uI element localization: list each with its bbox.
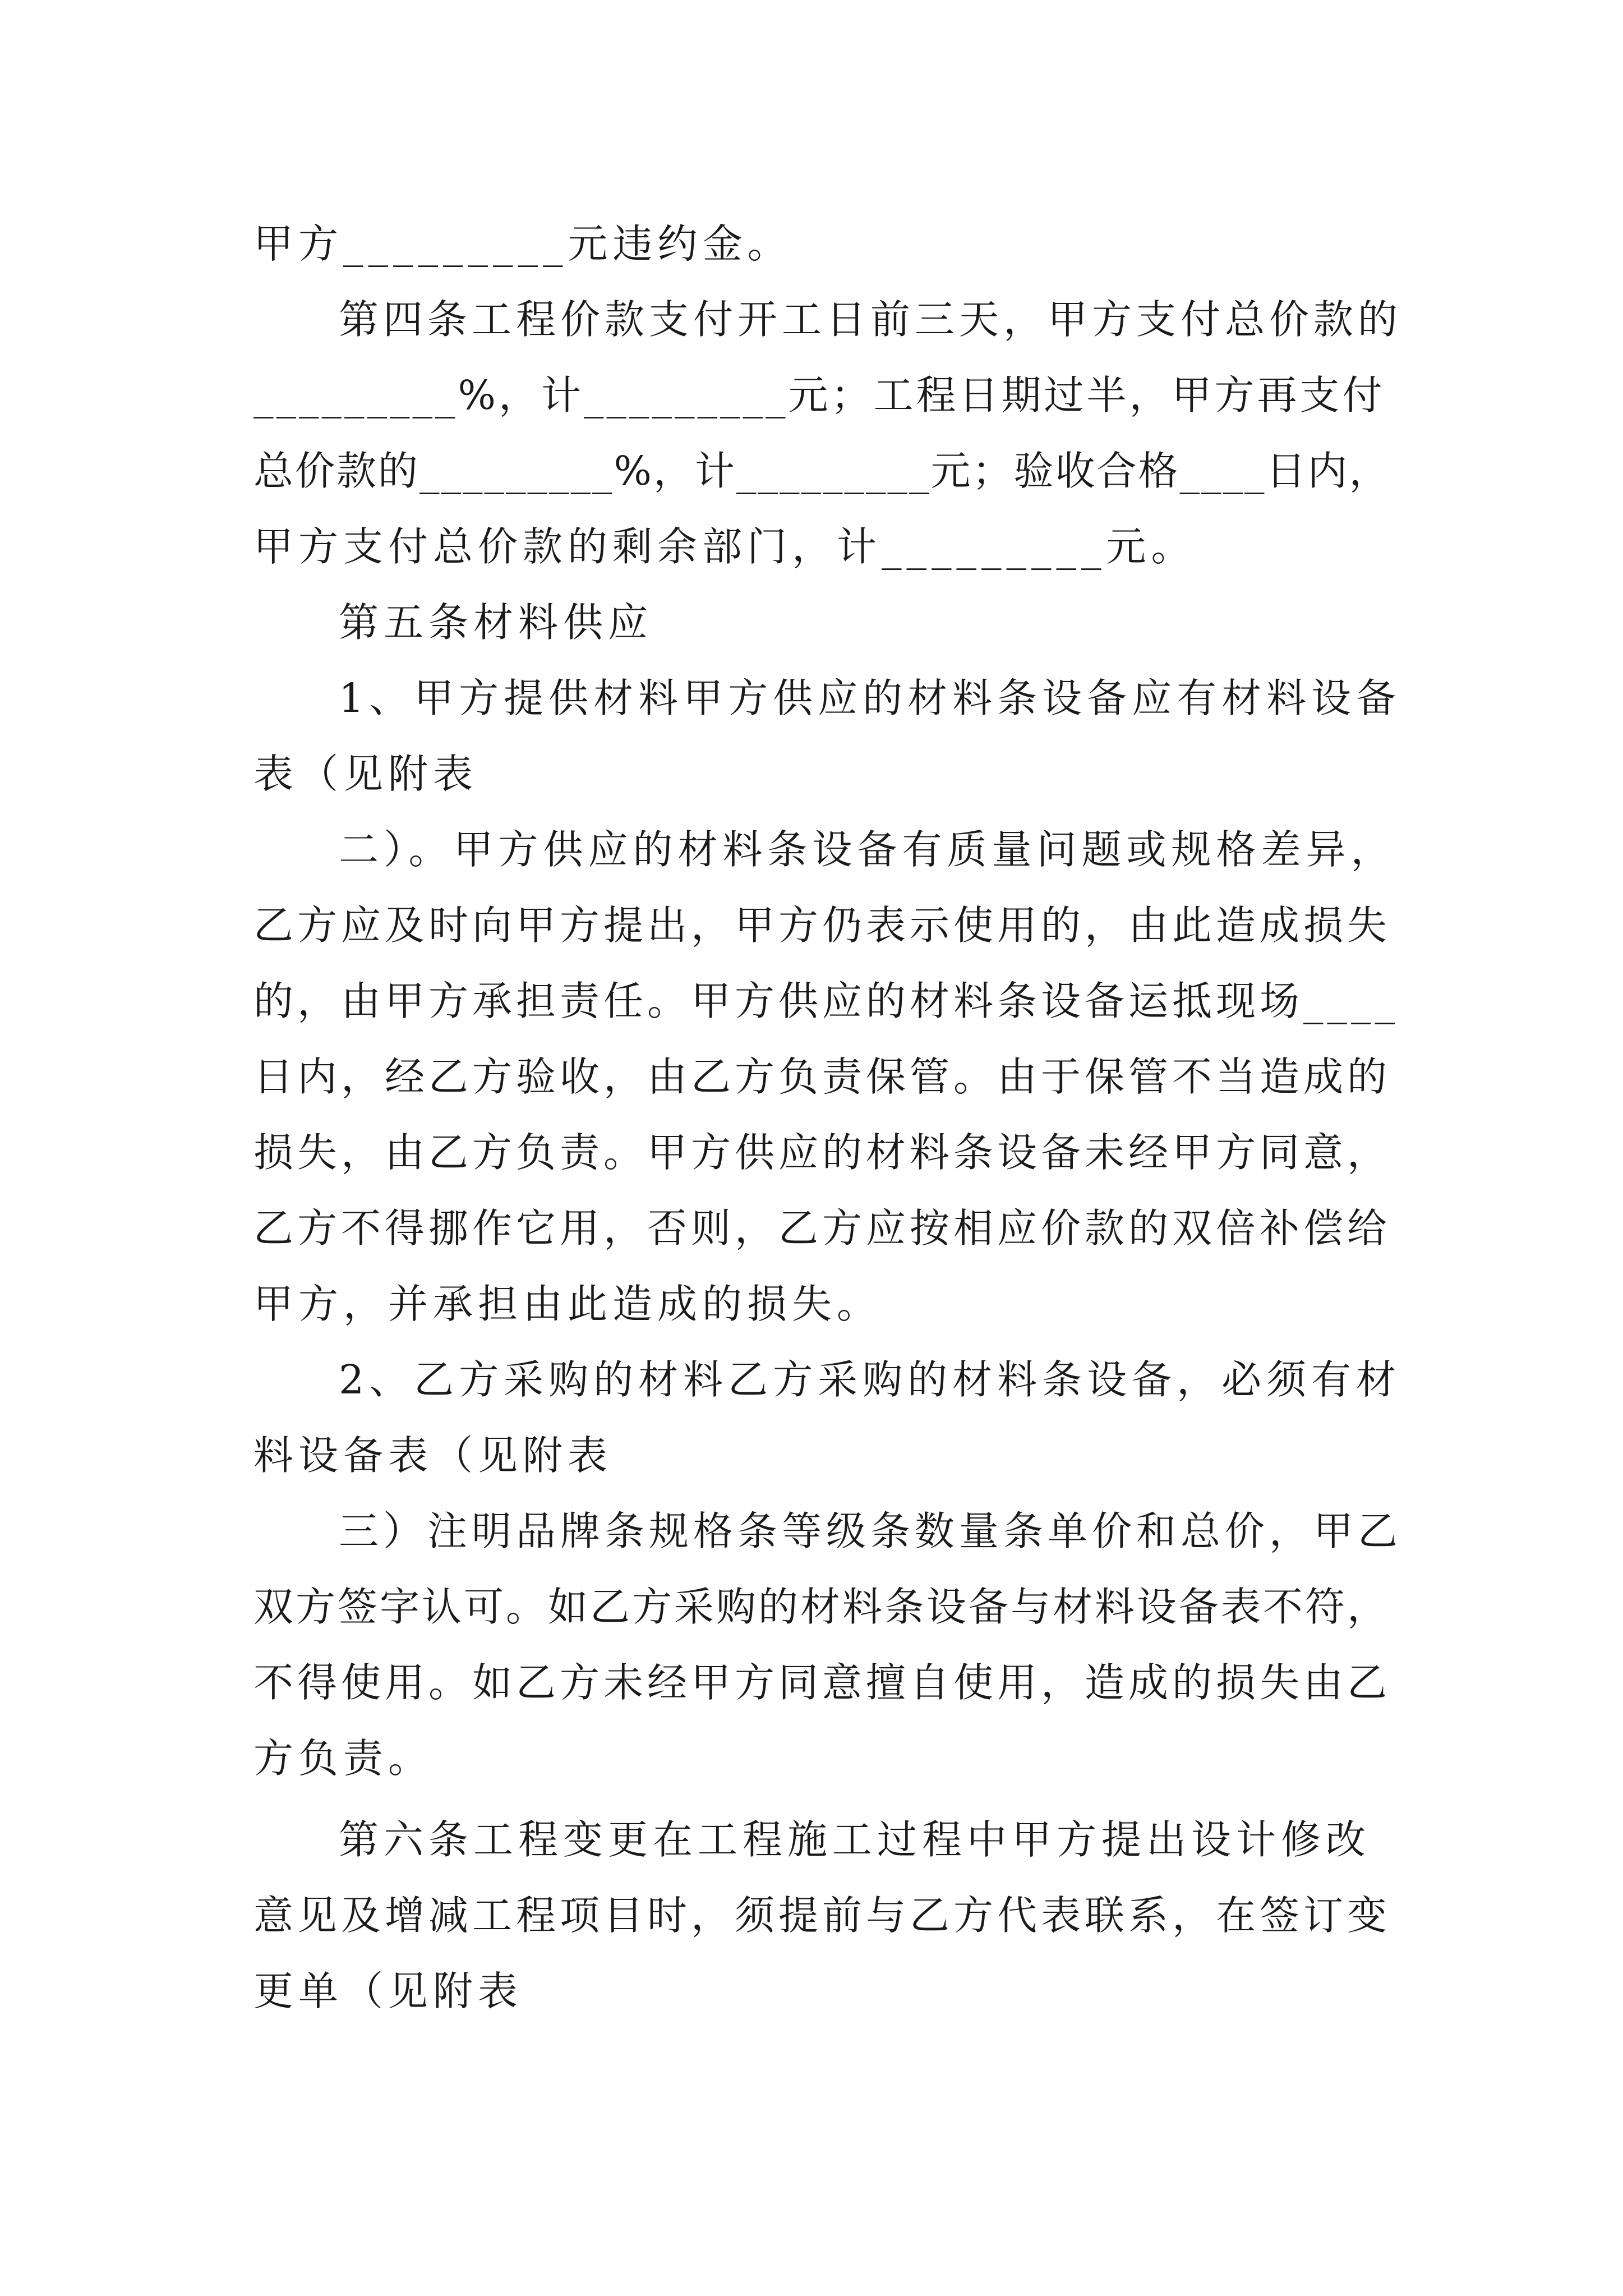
- text-line: 日内，经乙方验收，由乙方负责保管。由于保管不当造成的: [253, 1053, 1391, 1100]
- text-line: 总价款的_________%，计_________元；验收合格____日内，: [253, 448, 1391, 494]
- text-line: 第四条工程价款支付开工日前三天，甲方支付总价款的: [339, 296, 1403, 343]
- text-line: 方负责。: [253, 1735, 434, 1782]
- text-line: 损失，由乙方负责。甲方供应的材料条设备未经甲方同意，: [253, 1129, 1391, 1176]
- text-line: 2、乙方采购的材料乙方采购的材料条设备，必须有材: [339, 1356, 1401, 1403]
- text-line: 更单（见附表: [253, 1968, 523, 2014]
- text-line: 甲方，并承担由此造成的损失。: [253, 1281, 882, 1327]
- text-line: 的，由甲方承担责任。甲方供应的材料条设备运抵现场____: [253, 978, 1399, 1024]
- text-line: 乙方不得挪作它用，否则，乙方应按相应价款的双倍补偿给: [253, 1205, 1391, 1251]
- text-line: 二）。甲方供应的材料条设备有质量问题或规格差异，: [339, 826, 1396, 873]
- text-line: 1、甲方提供材料甲方供应的材料条设备应有材料设备: [339, 675, 1401, 721]
- text-line: 表（见附表: [253, 751, 478, 797]
- text-line: 双方签字认可。如乙方采购的材料条设备与材料设备表不符，: [253, 1584, 1390, 1630]
- text-line: 乙方应及时向甲方提出，甲方仍表示使用的，由此造成损失: [253, 902, 1391, 949]
- text-line: 三）注明品牌条规格条等级条数量条单价和总价，甲乙: [339, 1508, 1403, 1554]
- text-line: 不得使用。如乙方未经甲方同意擅自使用，造成的损失由乙: [253, 1659, 1391, 1706]
- text-line: 甲方支付总价款的剩余部门，计_________元。: [253, 523, 1196, 570]
- section-heading: 第五条材料供应: [339, 599, 653, 646]
- text-line: 甲方_________元违约金。: [253, 220, 792, 267]
- text-line: 意见及增减工程项目时，须提前与乙方代表联系，在签订变: [253, 1892, 1391, 1939]
- text-line: 料设备表（见附表: [253, 1432, 613, 1479]
- text-line: 第六条工程变更在工程施工过程中甲方提出设计修改: [339, 1816, 1371, 1863]
- text-line: _________%，计_________元；工程日期过半，甲方再支付: [253, 372, 1385, 418]
